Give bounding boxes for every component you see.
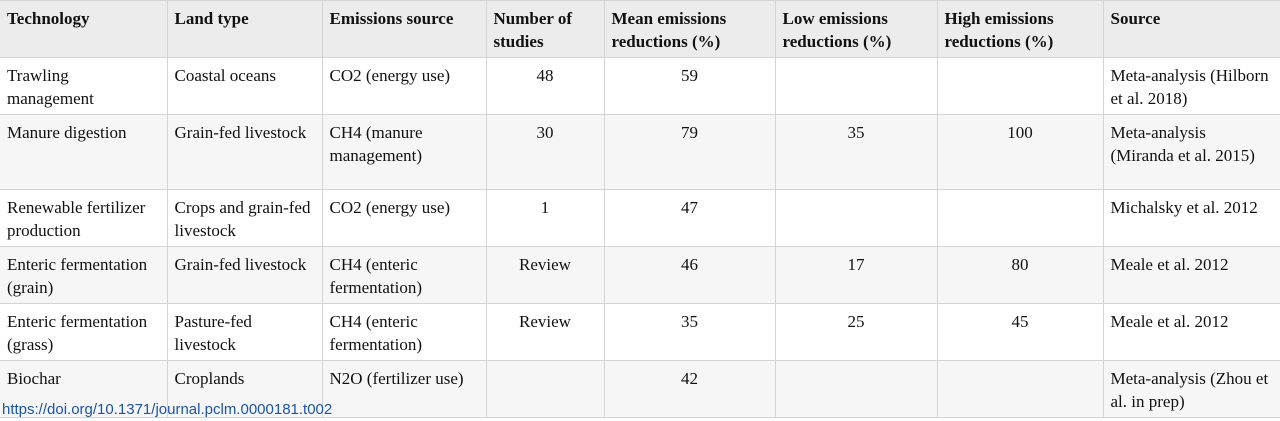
cell-high-reductions: 100	[937, 115, 1103, 190]
cell-number-of-studies: Review	[486, 247, 604, 304]
cell-technology: Manure digestion	[0, 115, 167, 190]
header-land-type: Land type	[167, 1, 322, 58]
cell-source: Meta-analysis (Miranda et al. 2015)	[1103, 115, 1280, 190]
cell-mean-reductions: 35	[604, 304, 775, 361]
table-row	[0, 247, 1280, 304]
cell-land-type: Grain-fed livestock	[167, 247, 322, 304]
header-number-of-studies: Number of studies	[486, 1, 604, 58]
cell-land-type: Crops and grain-fed livestock	[167, 190, 322, 247]
cell-emissions-source: CH4 (enteric fermentation)	[322, 304, 486, 361]
cell-high-reductions: 80	[937, 247, 1103, 304]
cell-number-of-studies: Review	[486, 304, 604, 361]
cell-land-type: Croplands	[167, 361, 322, 418]
header-emissions-source: Emissions source	[322, 1, 486, 58]
cell-number-of-studies	[486, 361, 604, 418]
cell-emissions-source: N2O (fertilizer use)	[322, 361, 486, 418]
cell-source: Meale et al. 2012	[1103, 304, 1280, 361]
cell-mean-reductions: 42	[604, 361, 775, 418]
cell-land-type: Grain-fed livestock	[167, 115, 322, 190]
header-mean-reductions: Mean emissions reductions (%)	[604, 1, 775, 58]
cell-low-reductions	[775, 190, 937, 247]
table-row	[0, 304, 1280, 361]
header-source: Source	[1103, 1, 1280, 58]
cell-land-type: Coastal oceans	[167, 58, 322, 115]
cell-source: Meta-analysis (Hilborn et al. 2018)	[1103, 58, 1280, 115]
cell-source: Meta-analysis (Zhou et al. in prep)	[1103, 361, 1280, 418]
cell-emissions-source: CH4 (manure management)	[322, 115, 486, 190]
cell-number-of-studies: 1	[486, 190, 604, 247]
cell-mean-reductions: 46	[604, 247, 775, 304]
cell-emissions-source: CO2 (energy use)	[322, 190, 486, 247]
cell-high-reductions	[937, 190, 1103, 247]
cell-high-reductions: 45	[937, 304, 1103, 361]
doi-link[interactable]: https://doi.org/10.1371/journal.pclm.0000181.t002	[2, 401, 333, 418]
cell-technology: Trawling management	[0, 58, 167, 115]
table-row	[0, 115, 1280, 190]
cell-low-reductions: 25	[775, 304, 937, 361]
cell-emissions-source: CH4 (enteric fermentation)	[322, 247, 486, 304]
cell-number-of-studies: 48	[486, 58, 604, 115]
cell-technology: Enteric fermentation (grass)	[0, 304, 167, 361]
cell-emissions-source: CO2 (energy use)	[322, 58, 486, 115]
cell-low-reductions	[775, 361, 937, 418]
cell-low-reductions: 17	[775, 247, 937, 304]
cell-land-type: Pasture-fed livestock	[167, 304, 322, 361]
header-low-reductions: Low emissions reductions (%)	[775, 1, 937, 58]
header-high-reductions: High emissions reductions (%)	[937, 1, 1103, 58]
header-technology: Technology	[0, 1, 167, 58]
cell-low-reductions	[775, 58, 937, 115]
cell-mean-reductions: 59	[604, 58, 775, 115]
cell-high-reductions	[937, 58, 1103, 115]
cell-mean-reductions: 79	[604, 115, 775, 190]
cell-number-of-studies: 30	[486, 115, 604, 190]
table-row	[0, 58, 1280, 115]
cell-high-reductions	[937, 361, 1103, 418]
table-row	[0, 190, 1280, 247]
cell-source: Michalsky et al. 2012	[1103, 190, 1280, 247]
cell-mean-reductions: 47	[604, 190, 775, 247]
table-header-row	[0, 1, 1280, 58]
cell-technology: Biochar	[0, 361, 167, 418]
cell-technology: Renewable fertilizer production	[0, 190, 167, 247]
cell-low-reductions: 35	[775, 115, 937, 190]
cell-technology: Enteric fermentation (grain)	[0, 247, 167, 304]
cell-source: Meale et al. 2012	[1103, 247, 1280, 304]
